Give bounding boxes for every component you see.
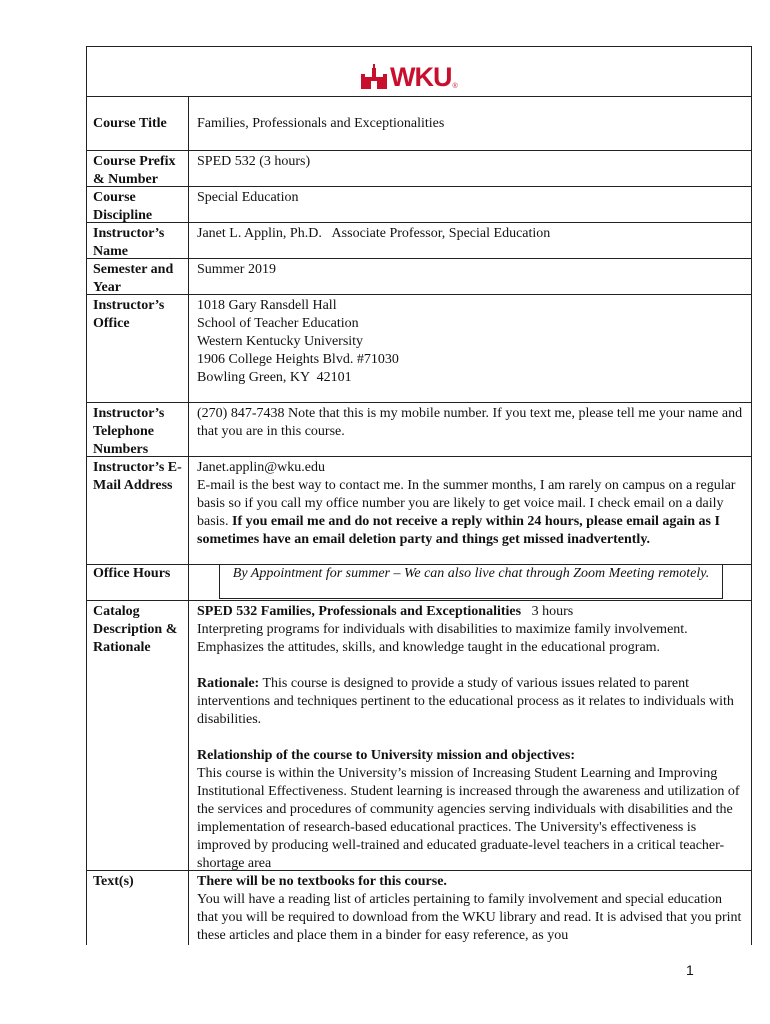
relationship-text: This course is within the University’s mission of Increasing Student Learning and Improving Institutional Effectiveness. Student learning is increased through the awareness and utilization of the services and procedures of community agencies serving individuals with disabilities and the implementation of research-based educational practices. The University's effectiveness is improved by producing well-trained and educated graduate-level teachers in a critical teacher-shortage area <box>197 766 740 871</box>
label-telephone: Instructor’s Telephone Numbers <box>87 403 189 456</box>
office-line: Western Kentucky University <box>197 334 364 349</box>
wku-cupola-icon <box>361 63 387 91</box>
row-course-title <box>87 97 751 151</box>
registered-mark: ® <box>452 83 458 90</box>
row-course-discipline <box>87 187 751 223</box>
office-line: 1018 Gary Ransdell Hall <box>197 298 337 313</box>
value-course-discipline: Special Education <box>197 190 299 205</box>
label-texts: Text(s) <box>87 871 189 945</box>
value-catalog <box>189 601 751 875</box>
row-email <box>87 457 751 565</box>
label-email: Instructor’s E-Mail Address <box>87 457 189 564</box>
row-catalog <box>87 601 751 871</box>
catalog-heading: SPED 532 Families, Professionals and Exceptionalities <box>197 604 522 619</box>
email-note <box>197 477 743 549</box>
label-course-prefix: Course Prefix & Number <box>87 151 189 186</box>
label-semester: Semester and Year <box>87 259 189 294</box>
texts-paragraph: You will have a reading list of articles pertaining to family involvement and special education that you will be required to download from the WKU library and read. It is advised that you print these articles and place them in a binder for easy reference, as you <box>197 892 742 943</box>
value-office-hours: By Appointment for summer – We can also live chat through Zoom Meeting remotely. <box>219 565 723 599</box>
label-course-title: Course Title <box>87 97 189 150</box>
row-texts <box>87 871 751 945</box>
label-instructor-name: Instructor’s Name <box>87 223 189 258</box>
rationale-paragraph <box>197 675 743 729</box>
email-note-text: E-mail is the best way to contact me. In the summer months, I am rarely on campus on a regular basis so if you call my office number you are likely to get voice mail. I check email on a daily basis. <box>197 478 736 529</box>
catalog-description: Interpreting programs for individuals with disabilities to maximize family involvement. Emphasizes the attitudes, skills, and knowledge taught in the educational program. <box>197 622 688 655</box>
row-instructor-name <box>87 223 751 259</box>
rationale-text: This course is designed to provide a study of various issues related to parent interventions and techniques pertinent to the educational process as it relates to individuals with disabilities. <box>197 676 734 727</box>
catalog-hours: 3 hours <box>531 604 574 619</box>
email-note-bold: If you email me and do not receive a reply within 24 hours, please email again as I sometimes have an email deletion party and things get missed inadvertently. <box>197 514 720 547</box>
label-office: Instructor’s Office <box>87 295 189 402</box>
logo-wordmark: WKU <box>390 61 452 92</box>
row-telephone <box>87 403 751 457</box>
catalog-heading-line <box>197 603 743 621</box>
row-semester <box>87 259 751 295</box>
value-office <box>189 295 751 389</box>
value-email <box>189 457 751 551</box>
office-line: 1906 College Heights Blvd. #71030 <box>197 352 399 367</box>
texts-bold-line: There will be no textbooks for this course. <box>197 874 447 889</box>
syllabus-table <box>86 46 752 945</box>
label-office-hours: Office Hours <box>87 565 189 600</box>
label-catalog: Catalog Description & Rationale <box>87 601 189 870</box>
email-address-link[interactable]: Janet.applin@wku.edu <box>197 460 325 475</box>
rationale-label: Rationale: <box>197 676 260 691</box>
wku-logo <box>361 57 458 97</box>
value-instructor-name: Janet L. Applin, Ph.D. Associate Professor, Special Education <box>197 226 551 241</box>
relationship-heading: Relationship of the course to University mission and objectives: <box>197 748 575 763</box>
value-semester: Summer 2019 <box>197 262 276 277</box>
row-office-hours <box>87 565 751 601</box>
value-texts <box>189 871 751 945</box>
value-telephone: (270) 847-7438 Note that this is my mobile number. If you text me, please tell me your name and that you are in this course. <box>197 406 743 439</box>
row-office <box>87 295 751 403</box>
office-line: School of Teacher Education <box>197 316 359 331</box>
office-line: Bowling Green, KY 42101 <box>197 370 352 385</box>
page-number: 1 <box>686 962 694 978</box>
row-course-prefix <box>87 151 751 187</box>
value-course-title: Families, Professionals and Exceptionalities <box>197 116 445 131</box>
value-course-prefix: SPED 532 (3 hours) <box>197 154 311 169</box>
logo-row <box>87 47 751 97</box>
label-course-discipline: Course Discipline <box>87 187 189 222</box>
